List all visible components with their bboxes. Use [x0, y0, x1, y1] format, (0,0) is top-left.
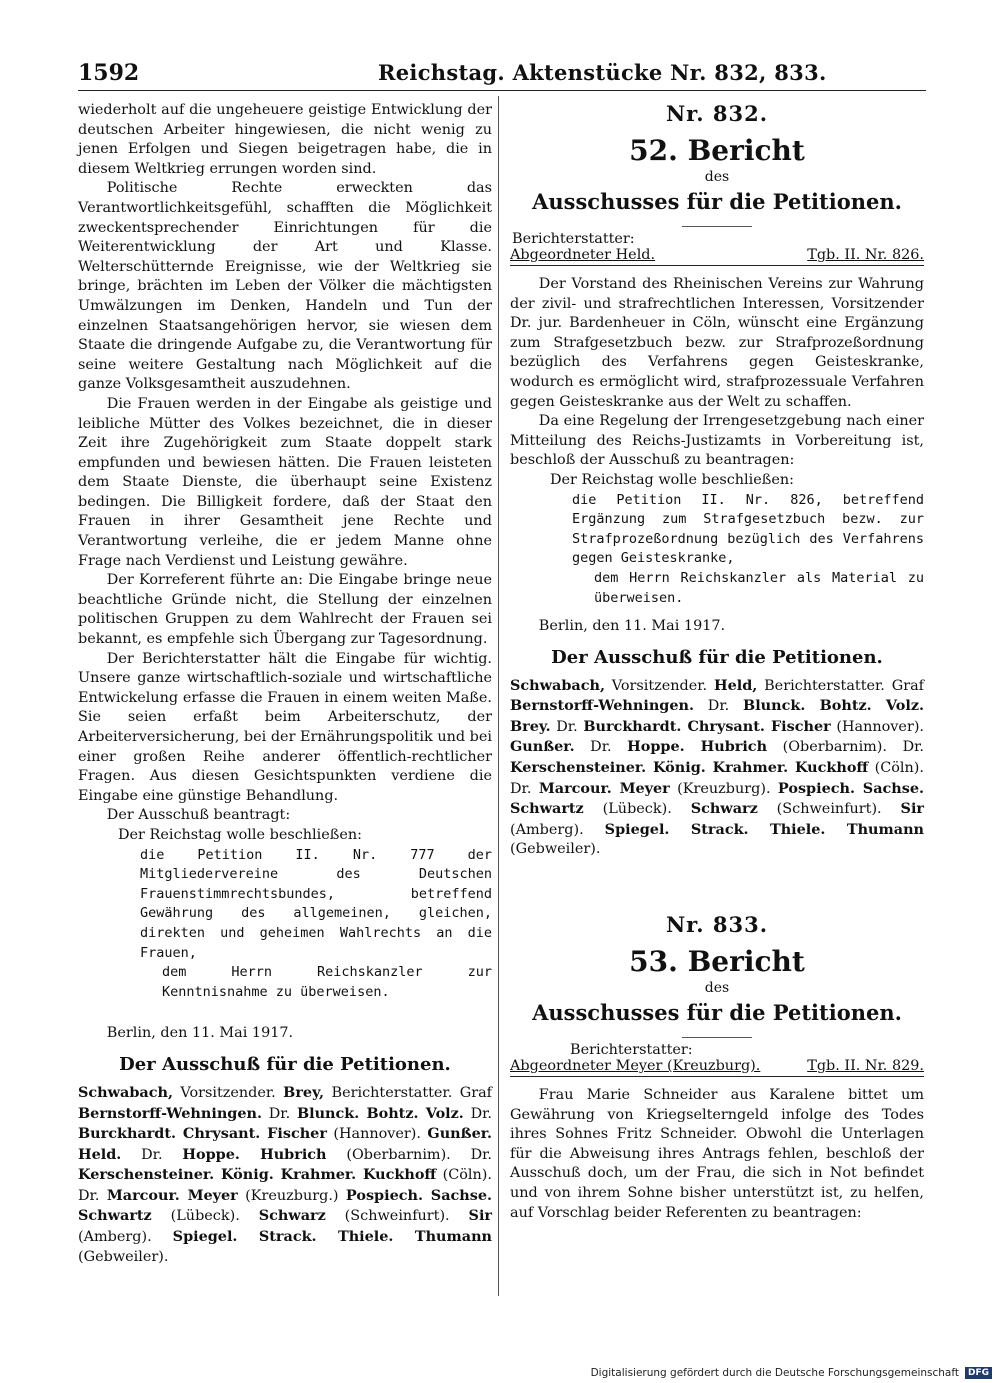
- member-name: Gunßer. Held.: [78, 1125, 492, 1163]
- member-name: Bernstorff-Wehningen.: [78, 1104, 262, 1122]
- resolution-intro: Der Reichstag wolle beschließen:: [550, 471, 795, 488]
- member-text: (Schweinfurt).: [757, 801, 901, 818]
- right-column: [510, 101, 924, 1223]
- reference-number: Tgb. II. Nr. 826.: [807, 247, 924, 263]
- member-text: (Lübeck).: [151, 1208, 259, 1225]
- des-label: des: [704, 980, 730, 997]
- member-text: (Schweinfurt).: [325, 1208, 469, 1225]
- member-name: Spiegel. Strack. Thiele. Thumann: [172, 1228, 492, 1246]
- paragraph: Der Korreferent führte an: Die Eingabe bringe neue beachtliche Gründe nicht, die Stellung der einzelnen politischen Gruppen zu dem Wahlrecht der Frauen sei bekannt, es empfehle sich Übergang zur Tagesordnung.: [78, 572, 492, 648]
- member-text: Vorsitzender.: [604, 677, 714, 694]
- motion-tail: dem Herrn Reichskanzler als Material zu überweisen.: [594, 569, 924, 606]
- dfg-logo: DFG: [965, 1367, 992, 1379]
- rapporteur-label: Berichterstatter:: [512, 231, 635, 247]
- report-title: 53. Bericht: [629, 945, 805, 979]
- document-number: Nr. 833.: [665, 912, 769, 938]
- member-name: Kerschensteiner. König. Krahmer. Kuckhoff: [78, 1166, 437, 1184]
- divider: [682, 226, 752, 227]
- member-text: (Hannover).: [830, 718, 925, 735]
- document-number: Nr. 832.: [665, 101, 769, 126]
- member-name: Marcour. Meyer: [106, 1186, 238, 1204]
- paragraph: Da eine Regelung der Irrengesetzgebung nach einer Mitteilung des Reichs-Justizamts in Vorbereitung ist, beschloß der Ausschuß zu beantragen:: [510, 413, 924, 469]
- paragraph: Frau Marie Schneider aus Karalene bittet um Gewährung von Kriegselterngeld infolge des Todes ihres Sohnes Fritz Schneider. Obwohl die Unterlagen für die Abweisung ihres Antrags fehlen, beschloß der Ausschuß doch, um der Frau, die sich in Not befindet und von ihrem Sohne bisher unterstützt ist, zu helfen, auf Vorschlag beider Referenten zu beantragen:: [510, 1087, 924, 1221]
- resolution-intro: Der Reichstag wolle beschließen:: [118, 826, 363, 843]
- member-text: Dr.: [121, 1146, 183, 1163]
- member-text: Dr.: [261, 1105, 297, 1122]
- motion-text: die Petition II. Nr. 777 der Mitgliedervereine des Deutschen Frauenstimmrechtsbundes, betreffend Gewährung des allgemeinen, gleichen, direkten und geheimen Wahlrechts an die Frauen,: [140, 846, 492, 961]
- des-label: des: [704, 169, 730, 185]
- paragraph: wiederholt auf die ungeheuere geistige Entwicklung der deutschen Arbeiter hingewiesen, die nicht wenig zu jenen Erfolgen und Siegen beigetragen habe, die in diesem Weltkrieg errungen worden sind.: [78, 102, 492, 177]
- rapporteur-name: Abgeordneter Held.: [510, 247, 656, 263]
- member-name: Sir: [468, 1207, 492, 1225]
- page-footer: [591, 1362, 1000, 1383]
- member-text: (Oberbarnim). Dr.: [326, 1146, 492, 1163]
- member-name: Schwabach,: [78, 1083, 173, 1101]
- rapporteur-name: Abgeordneter Meyer (Kreuzburg).: [510, 1058, 761, 1075]
- date-line: Berlin, den 11. Mai 1917.: [106, 1025, 294, 1042]
- committee-moves: Der Ausschuß beantragt:: [106, 807, 291, 824]
- member-name: Schwarz: [690, 800, 758, 818]
- motion-tail: dem Herrn Reichskanzler zur Kenntnisnahme zu überweisen.: [162, 964, 492, 1000]
- member-text: Berichterstatter. Graf: [757, 677, 924, 694]
- member-name: Pospiech. Sachse. Schwartz: [510, 779, 925, 818]
- paragraph: Der Berichterstatter hält die Eingabe für wichtig. Unsere ganze wirtschaftlich-soziale und wirtschaftliche Entwickelung erfasse die Frauen in einem weiten Maße. Sie seien erfaßt beim Arbeiterschutz, der Arbeiterversicherung, bei der Ernährungspolitik und bei einer großen Reihe anderer öffentlich-rechtlicher Fragen. Aus diesen Gesichtspunkten verdiene die Eingabe eine günstige Behandlung.: [78, 650, 492, 804]
- date-line: Berlin, den 11. Mai 1917.: [538, 618, 726, 635]
- member-text: (Kreuzburg.): [237, 1187, 346, 1204]
- member-text: Berichterstatter. Graf: [324, 1084, 492, 1101]
- member-name: Blunck. Bohtz. Volz. Brey.: [510, 697, 925, 735]
- paragraph: Politische Rechte erweckten das Verantwortlichkeitsgefühl, schafften die Möglichkeit zweckentsprechender Einrichtungen für die Weiterentwicklung der Art und Klasse. Welterschütternde Ereignisse, wie der Weltkrieg sie bringe, brächten im Leben der Völker die mächtigsten Umwälzungen im Denken, Handeln und Tun der einzelnen Staatsangehörigen hervor, sie wiesen dem Staate die dringende Aufgabe zu, die Verantwortung für seine weitere Gestaltung nach Möglichkeit auf die ganze Volksgesamtheit auszudehnen.: [78, 180, 492, 393]
- paragraph: Der Vorstand des Rheinischen Vereins zur Wahrung der zivil- und strafrechtlichen Interessen, Vorsitzender Dr. jur. Bardenheuer in Cöln, wünscht eine Ergänzung zum Strafgesetzbuch bezw. zur Strafprozeßordnung bezüglich des Verfahrens gegen Geisteskranke, wodurch es ermöglicht wird, strafprozessuale Verfahren gegen Geisteskranke aus der Welt zu schaffen.: [510, 276, 924, 410]
- member-text: (Gebweiler).: [78, 1248, 169, 1265]
- member-name: Burckhardt. Chrysant. Fischer: [583, 717, 831, 735]
- member-text: (Gebweiler).: [510, 841, 601, 858]
- member-text: Dr.: [463, 1105, 493, 1122]
- member-text: (Amberg).: [510, 821, 605, 838]
- member-name: Hoppe. Hubrich: [627, 738, 768, 756]
- member-name: Kerschensteiner. König. Krahmer. Kuckhoff: [510, 759, 869, 777]
- rapporteur-line: [510, 1058, 924, 1077]
- member-name: Blunck. Bohtz. Volz.: [296, 1104, 464, 1122]
- committee-title: Ausschusses für die Petitionen.: [532, 1000, 902, 1026]
- member-name: Hoppe. Hubrich: [182, 1145, 327, 1163]
- divider: [682, 1037, 752, 1038]
- member-name: Marcour. Meyer: [538, 779, 670, 797]
- funding-note: Digitalisierung gefördert durch die Deutsche Forschungsgemeinschaft: [590, 1366, 959, 1379]
- member-name: Burckhardt. Chrysant. Fischer: [78, 1125, 327, 1143]
- member-name: Sir: [900, 800, 924, 818]
- member-text: (Cöln). Dr.: [510, 760, 924, 797]
- member-text: (Oberbarnim). Dr.: [767, 739, 924, 756]
- member-name: Schwabach,: [510, 676, 605, 694]
- member-text: (Hannover).: [326, 1126, 428, 1143]
- motion-text: die Petition II. Nr. 826, betreffend Ergänzung zum Strafgesetzbuch bezw. zur Strafprozeßordnung bezüglich des Verfahrens gegen Geisteskranke,: [572, 491, 924, 567]
- committee-members: [78, 1083, 492, 1267]
- page-header: [78, 58, 926, 91]
- paragraph: Die Frauen werden in der Eingabe als geistige und leibliche Mütter des Volkes bezeichnet, die in dieser Zeit ihre Zugehörigkeit zum Staate doppelt stark empfunden und bewiesen hätten. Die Frauen leisteten dem Staate Dienste, die überhaupt seine Existenz bedingen. Die Billigkeit fordere, daß der Staat den Frauen in ihrer Gesamtheit jene Rechte und Verantwortung verleihe, die er jedem Manne ohne Frage nach Verdienst und Leistung gewähre.: [78, 395, 492, 569]
- left-column: [78, 101, 492, 1267]
- member-text: (Amberg).: [78, 1229, 173, 1246]
- member-text: (Lübeck).: [583, 801, 691, 818]
- committee-members: [510, 676, 924, 860]
- committee-title: Ausschusses für die Petitionen.: [532, 189, 902, 214]
- member-text: Dr.: [693, 698, 744, 715]
- member-text: Dr.: [574, 739, 628, 756]
- member-text: (Kreuzburg).: [669, 780, 778, 797]
- committee-heading: Der Ausschuß für die Petitionen.: [119, 1053, 451, 1075]
- reference-number: Tgb. II. Nr. 829.: [807, 1058, 924, 1075]
- page-number: 1592: [78, 60, 140, 86]
- member-text: (Cöln). Dr.: [78, 1167, 492, 1204]
- member-name: Pospiech. Sachse. Schwartz: [78, 1186, 493, 1225]
- member-name: Bernstorff-Wehningen.: [510, 697, 694, 715]
- member-name: Held,: [713, 676, 758, 694]
- member-name: Spiegel. Strack. Thiele. Thumann: [604, 820, 924, 838]
- running-head: Reichstag. Aktenstücke Nr. 832, 833.: [378, 60, 827, 85]
- rapporteur-line: [510, 247, 924, 266]
- member-text: Dr.: [550, 718, 584, 735]
- member-text: Vorsitzender.: [172, 1084, 284, 1101]
- column-divider: [498, 96, 499, 1296]
- member-name: Schwarz: [258, 1207, 326, 1225]
- rapporteur-label: Berichterstatter:: [570, 1042, 693, 1059]
- member-name: Brey,: [283, 1083, 325, 1101]
- committee-heading: Der Ausschuß für die Petitionen.: [551, 646, 883, 668]
- member-name: Gunßer.: [510, 738, 575, 756]
- report-title: 52. Bericht: [629, 134, 805, 167]
